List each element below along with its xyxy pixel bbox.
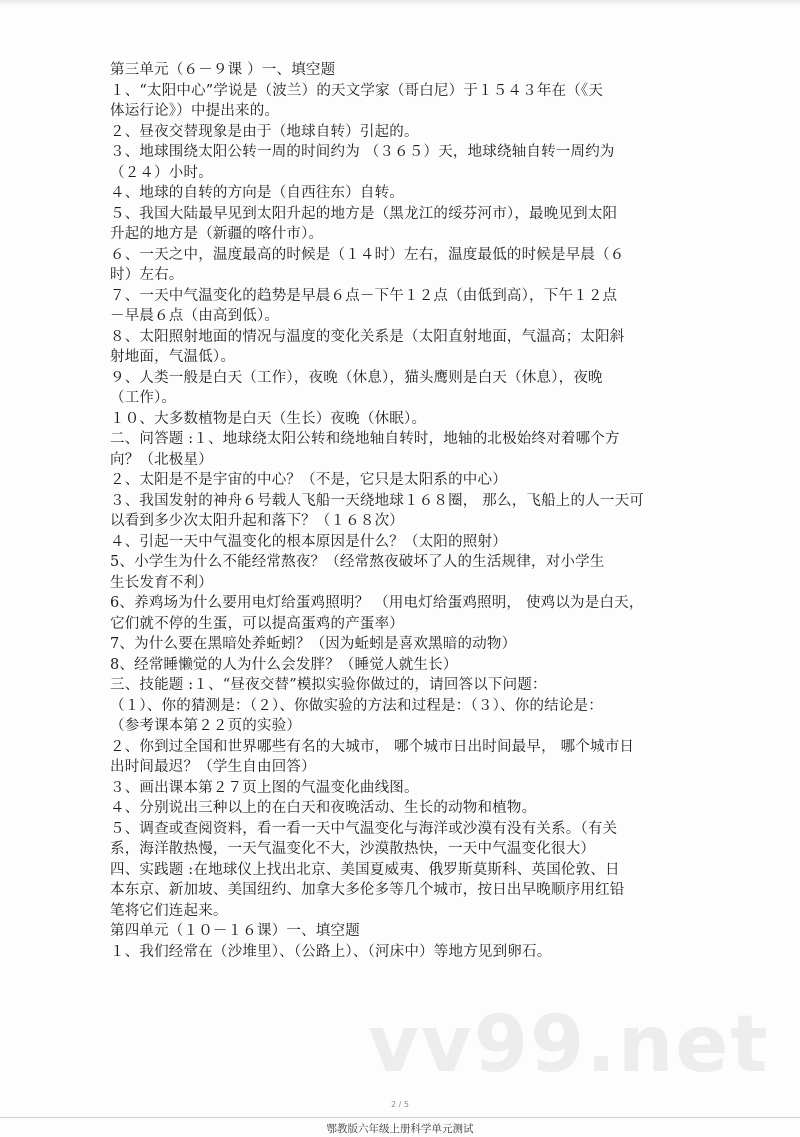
text-line: （工作）。 (110, 390, 177, 406)
text-line: 笔将它们连起来。 (110, 902, 228, 919)
text-line: 8、经常睡懒觉的人为什么会发胖？（睡觉人就生长） (110, 656, 458, 673)
text-line: 体运行论》）中提出来的。 (110, 103, 280, 119)
text-line: ３、我国发射的神舟６号载人飞船一天绕地球１６８圈， 那么，飞船上的人一天可 (110, 492, 645, 509)
text-line: 7、为什么要在黑暗处养蚯蚓？（因为蚯蚓是喜欢黑暗的动物） (110, 636, 517, 652)
text-line: ２、昼夜交替现象是由于（地球自转）引起的。 (110, 123, 419, 140)
text-line: ９、人类一般是白天（工作），夜晚（休息），猫头鹰则是白天（休息），夜晚 (110, 369, 603, 386)
text-line: ４、引起一天中气温变化的根本原因是什么？（太阳的照射） (110, 533, 507, 550)
text-line: ６、一天之中，温度最高的时候是（１４时）左右，温度最低的时候是早晨（６ (110, 246, 625, 263)
text-line: 时）左右。 (110, 267, 184, 283)
text-line: ５、调查或查阅资料，看一看一天中气温变化与海洋或沙漠有没有关系。（有关 (110, 820, 618, 837)
text-line: ２、你到过全国和世界哪些有名的大城市， 哪个城市日出时间最早， 哪个城市日 (110, 738, 635, 755)
text-line: ３、画出课本第２７页上图的气温变化曲线图。 (110, 779, 419, 796)
text-line: ３、地球围绕太阳公转一周的时间约为 （３６５）天，地球绕轴自转一周约为 (110, 144, 615, 160)
text-line: 第三单元（６－９课 ）一、填空题 (110, 62, 336, 78)
text-line: －早晨６点（由高到低）。 (110, 308, 280, 324)
text-line: 生长发育不利） (110, 574, 213, 591)
text-line: 第四单元（１０－１６课）一、填空题 (110, 923, 360, 939)
text-line: 四、实践题 :在地球仪上找出北京、美国夏威夷、俄罗斯莫斯科、英国伦敦、日 (110, 861, 620, 878)
footer-divider (0, 1117, 800, 1118)
text-line: 以看到多少次太阳升起和落下？（１６８次） (110, 513, 404, 529)
text-line: 射地面，气温低）。 (110, 349, 236, 365)
text-line: 它们就不停的生蛋，可以提高蛋鸡的产蛋率） (110, 615, 404, 632)
page-number: 2 / 5 (391, 1100, 409, 1109)
text-line: 向？（北极星） (110, 451, 213, 468)
text-line: ４、地球的自转的方向是（自西往东）自转。 (110, 185, 404, 201)
text-line: 6、养鸡场为什么要用电灯给蛋鸡照明？ （用电灯给蛋鸡照明， 使鸡以为是白天， (110, 595, 644, 611)
text-line: ５、我国大陆最早见到太阳升起的地方是（黑龙江的绥芬河市），最晚见到太阳 (110, 205, 618, 222)
text-line: 二、问答题 :１、地球绕太阳公转和绕地轴自转时，地轴的北极始终对着哪个方 (110, 431, 620, 447)
text-line: 本东京、新加坡、美国纽约、加拿大多伦多等几个城市，按日出早晚顺序用红铅 (110, 882, 625, 898)
text-line: 升起的地方是（新疆的喀什市）。 (110, 226, 324, 242)
text-line: ８、太阳照射地面的情况与温度的变化关系是（太阳直射地面，气温高；太阳斜 (110, 328, 625, 345)
text-line: （２４）小时。 (110, 164, 213, 181)
text-line: （１）、你的猜测是：（２）、你做实验的方法和过程是：（３）、你的结论是： (110, 697, 603, 714)
text-line: 三、技能题 :１、“昼夜交替”模拟实验你做过的，请回答以下问题： (110, 677, 547, 693)
text-line: （参考课本第２２页的实验） (110, 718, 302, 734)
text-line: 5、小学生为什么不能经常熬夜？（经常熬夜破坏了人的生活规律，对小学生 (110, 554, 605, 570)
text-line: ２、太阳是不是宇宙的中心？（不是，它只是太阳系的中心） (110, 472, 507, 488)
footer-title: 鄂教版六年级上册科学单元测试 (326, 1123, 474, 1135)
text-line: 系，海洋散热慢，一天气温变化不大，沙漠散热快，一天中气温变化很大） (110, 841, 596, 857)
text-line: １、我们经常在（沙堆里）、（公路上）、（河床中）等地方见到卵石。 (110, 943, 552, 960)
text-line: 出时间最迟？（学生自由回答） (110, 759, 316, 775)
watermark: vv99.net (368, 1000, 770, 1090)
text-line: １、“太阳中心”学说是（波兰）的天文学家（哥白尼）于１５４３年在（《天 (110, 82, 604, 99)
document-body (110, 60, 670, 962)
text-line: ４、分别说出三种以上的在白天和夜晚活动、生长的动物和植物。 (110, 800, 537, 816)
text-line: ７、一天中气温变化的趋势是早晨６点－下午１２点（由低到高），下午１２点 (110, 287, 618, 304)
page-top-edge (0, 0, 800, 6)
text-line: １０、大多数植物是白天（生长）夜晚（休眠）。 (110, 410, 427, 427)
